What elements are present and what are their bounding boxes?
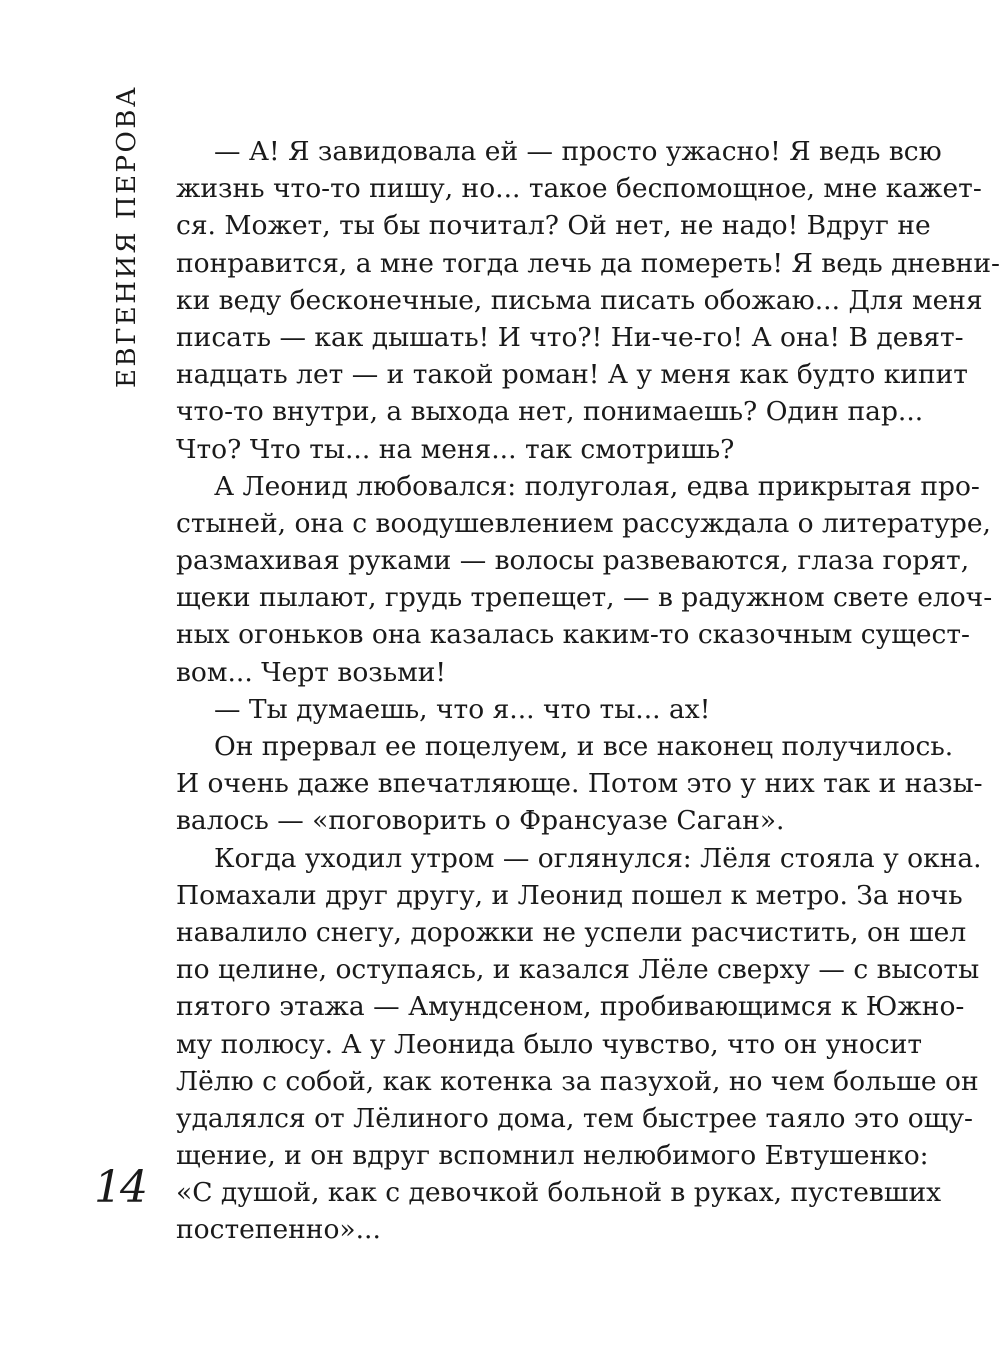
text-line: И очень даже впечатляюще. Потом это у них так и назы- [176, 768, 983, 800]
text-line: по целине, оступаясь, и казался Лёле сверху — с высоты [176, 954, 980, 986]
text-line: Что? Что ты... на меня... так смотришь? [176, 433, 735, 465]
text-line: щение, и он вдруг вспомнил нелюбимого Евтушенко: [176, 1140, 929, 1172]
text-line: вом... Черт возьми! [176, 656, 447, 688]
text-line: размахивая руками — волосы развеваются, глаза горят, [176, 545, 970, 577]
text-line: щеки пылают, грудь трепещет, — в радужном свете елоч- [176, 582, 993, 614]
text-line: «С душой, как с девочкой больной в руках, пустевших [176, 1177, 942, 1209]
text-line: — А! Я завидовала ей — просто ужасно! Я ведь всю [214, 136, 942, 167]
body-text [176, 133, 1000, 1249]
text-line: ся. Может, ты бы почитал? Ой нет, не надо! Вдруг не [176, 210, 931, 242]
text-line: удалялся от Лёлиного дома, тем быстрее таяло это ощу- [176, 1102, 973, 1134]
text-line: валось — «поговорить о Франсуазе Саган». [176, 805, 785, 837]
text-line: Помахали друг другу, и Леонид пошел к метро. За ночь [176, 879, 963, 911]
text-line: Он прервал ее поцелуем, и все наконец получилось. [214, 731, 954, 762]
text-line: — Ты думаешь, что я... что ты... ах! [214, 693, 711, 725]
text-line: жизнь что-то пишу, но... такое беспомощное, мне кажет- [176, 173, 982, 205]
page-number: 14 [94, 1162, 146, 1213]
text-line: ки веду бесконечные, письма писать обожаю... Для меня [176, 284, 983, 316]
text-line: писать — как дышать! И что?! Ни-че-го! А она! В девят- [176, 321, 964, 353]
text-line: му полюсу. А у Леонида было чувство, что он уносит [176, 1028, 923, 1060]
text-line: постепенно»... [176, 1214, 381, 1246]
text-line: пятого этажа — Амундсеном, пробивающимся к Южно- [176, 991, 965, 1023]
text-line: ных огоньков она казалась каким-то сказочным сущест- [176, 619, 970, 651]
text-line: надцать лет — и такой роман! А у меня как будто кипит [176, 359, 968, 391]
text-line: Когда уходил утром — оглянулся: Лёля стояла у окна. [214, 842, 982, 874]
text-line: стыней, она с воодушевлением рассуждала о литературе, [176, 507, 991, 539]
text-line: Лёлю с собой, как котенка за пазухой, но чем больше он [176, 1065, 979, 1097]
text-line: понравится, а мне тогда лечь да помереть! Я ведь дневни- [176, 247, 1000, 279]
text-line: А Леонид любовался: полуголая, едва прикрытая про- [214, 470, 980, 502]
text-line: навалило снегу, дорожки не успели расчистить, он шел [176, 916, 967, 948]
text-line: что-то внутри, а выхода нет, понимаешь? Один пар... [176, 396, 924, 428]
running-head-author: ЕВГЕНИЯ ПЕРОВА [112, 84, 142, 388]
